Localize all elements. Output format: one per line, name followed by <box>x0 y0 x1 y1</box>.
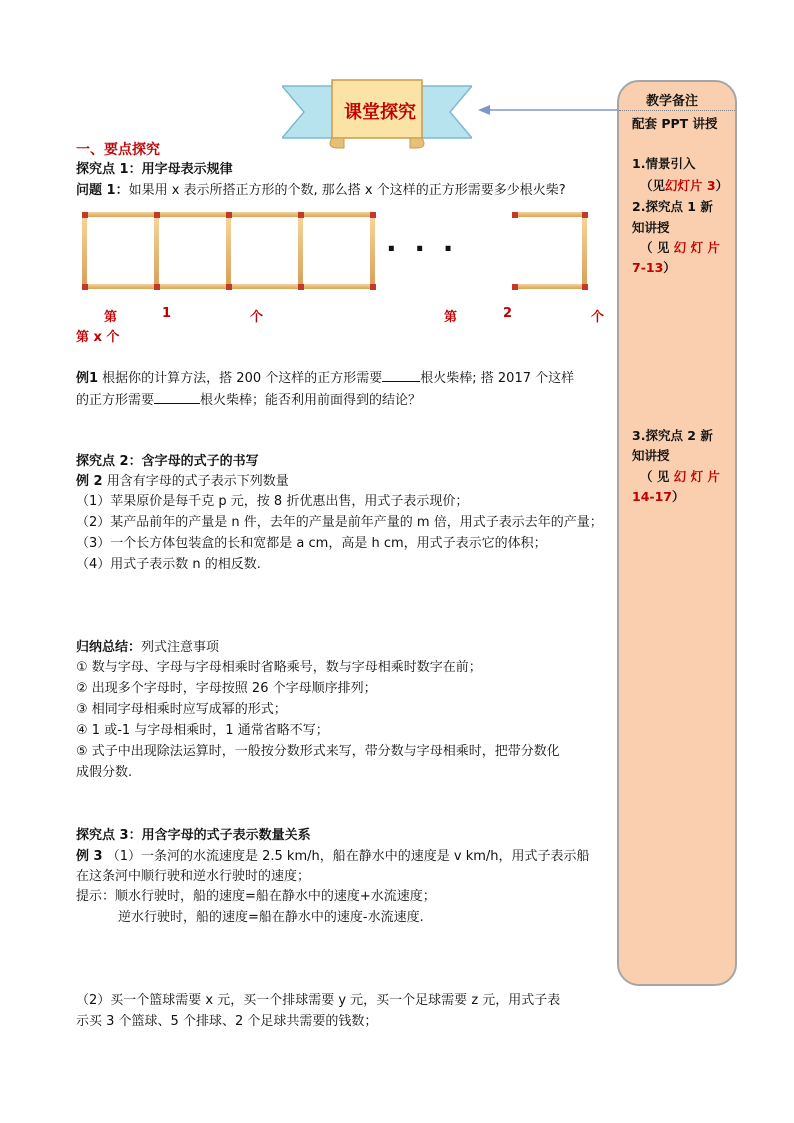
example3-line1: 例 3 （1）一条河的水流速度是 2.5 km/h，船在静水中的速度是 v km/h，用式子表示船 <box>76 849 590 864</box>
example2-item-2: （2）某产品前年的产量是 n 件，去年的产量是前年产量的 m 倍，用式子表示去年的产量； <box>76 515 603 530</box>
summary-heading: 归纳总结：列式注意事项 <box>76 640 220 655</box>
question2-line1: （2）买一个篮球需要 x 元，买一个排球需要 y 元，买一个足球需要 z 元，用式子表 <box>76 993 561 1008</box>
summary-rule-5-cont: 成假分数. <box>76 765 133 780</box>
matchstick-figure <box>78 208 598 292</box>
notes-step3: 3.探究点 2 新 <box>632 428 713 443</box>
notes-step2-ref: （ 见 幻 灯 片 <box>640 240 720 255</box>
label-num-1: 1 <box>162 306 172 321</box>
summary-rule-4: ④ 1 或-1 与字母相乘时，1 通常省略不写； <box>76 723 329 738</box>
label-ge-2: 个 <box>591 310 605 325</box>
example2-item-4: （4）用式子表示数 n 的相反数. <box>76 557 261 572</box>
example2-item-3: （3）一个长方体包装盒的长和宽都是 a cm，高是 h cm，用式子表示它的体积； <box>76 536 547 551</box>
point3-heading: 探究点 3：用含字母的式子表示数量关系 <box>76 828 311 843</box>
example1-line2: 的正方形需要 根火柴棒；能否利用前面得到的结论？ <box>76 389 421 411</box>
notes-step3-b: 知讲授 <box>632 448 670 463</box>
label-num-2: 2 <box>503 306 513 321</box>
notes-step1-ref: （见幻灯片 3） <box>640 178 729 193</box>
notes-ppt: 配套 PPT 讲授 <box>632 116 718 131</box>
label-di-1: 第 <box>104 310 118 325</box>
notes-step2-b: 知讲授 <box>632 220 670 235</box>
section-heading: 一、要点探究 <box>76 142 160 158</box>
notes-step2-slides: 7-13） <box>632 260 676 275</box>
summary-rule-2: ② 出现多个字母时，字母按照 26 个字母顺序排列； <box>76 681 377 696</box>
example3-line2: 在这条河中顺行驶和逆水行驶时的速度； <box>76 869 311 884</box>
label-ge-1: 个 <box>250 310 264 325</box>
point2-heading: 探究点 2：含字母的式子的书写 <box>76 454 259 469</box>
example2-item-1: （1）苹果原价是每千克 p 元，按 8 折优惠出售，用式子表示现价； <box>76 494 469 509</box>
hint-upstream: 逆水行驶时，船的速度=船在静水中的速度-水流速度. <box>118 910 424 925</box>
banner-title: 课堂探究 <box>344 102 416 123</box>
point1-heading: 探究点 1：用字母表示规律 <box>76 162 233 177</box>
question2-line2: 示买 3 个篮球、5 个排球、2 个足球共需要的钱数； <box>76 1014 378 1029</box>
notes-step2: 2.探究点 1 新 <box>632 199 713 214</box>
label-di-2: 第 <box>444 310 458 325</box>
hint-downstream: 提示：顺水行驶时，船的速度=船在静水中的速度+水流速度； <box>76 889 436 904</box>
notes-step3-slides: 14-17） <box>632 489 685 504</box>
example1-line1: 例1 根据你的计算方法，搭 200 个这样的正方形需要 根火柴棒; 搭 2017 个这样 <box>76 367 574 389</box>
summary-rule-3: ③ 相同字母相乘时应写成幂的形式； <box>76 702 287 717</box>
arrow-icon <box>478 104 618 116</box>
label-di-x: 第 x 个 <box>76 330 120 345</box>
summary-rule-1: ① 数与字母、字母与字母相乘时省略乘号，数与字母相乘时数字在前； <box>76 660 482 675</box>
summary-rule-5: ⑤ 式子中出现除法运算时，一般按分数形式来写，带分数与字母相乘时，把带分数化 <box>76 744 560 759</box>
question1: 问题 1：如果用 x 表示所搭正方形的个数, 那么搭 x 个这样的正方形需要多少根火柴? <box>76 183 566 198</box>
ellipsis-dots: · · · <box>386 232 458 265</box>
teaching-notes-title: 教学备注 <box>646 94 699 109</box>
notes-step1: 1.情景引入 <box>632 156 696 171</box>
example2-title: 例 2 用含有字母的式子表示下列数量 <box>76 474 289 489</box>
notes-divider <box>619 110 735 111</box>
notes-step3-ref: （ 见 幻 灯 片 <box>640 469 720 484</box>
